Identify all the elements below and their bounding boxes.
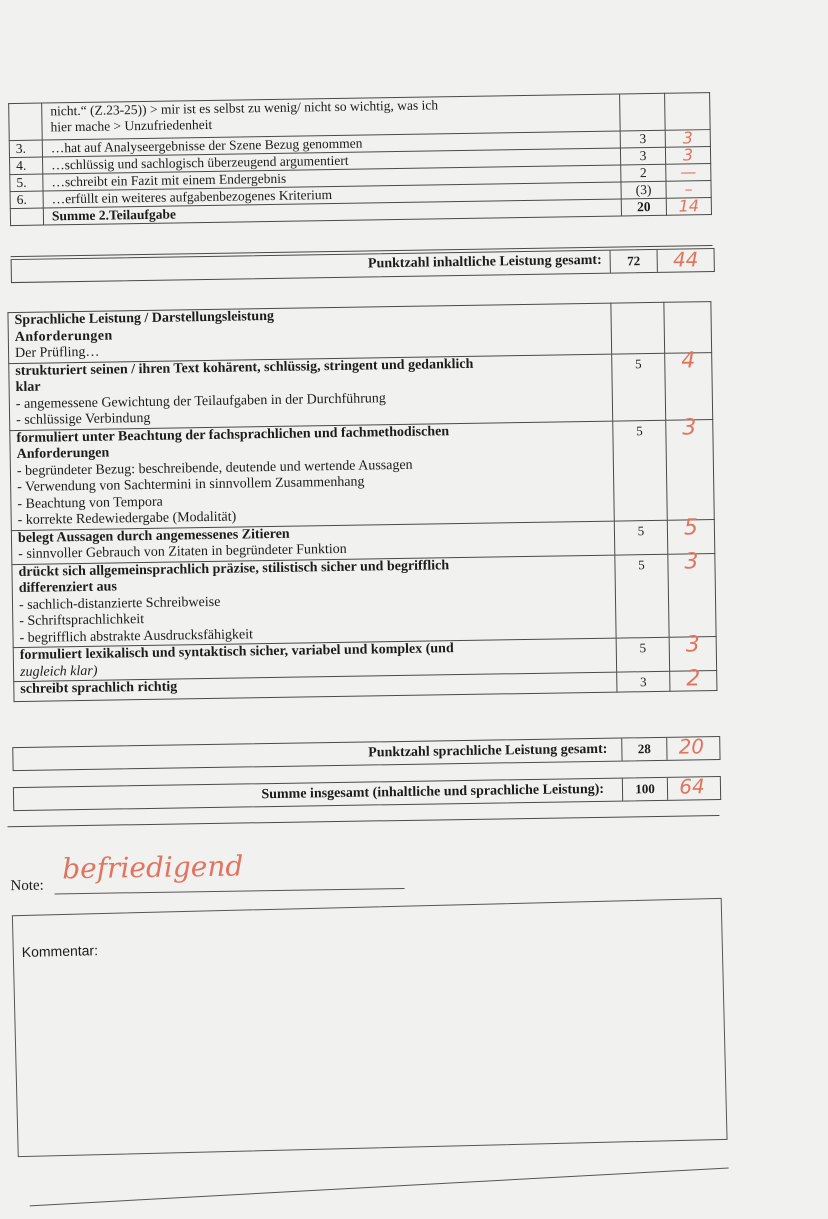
row-text: …schreibt ein Fazit mit einem Endergebnis bbox=[43, 165, 621, 191]
grand-total-row bbox=[13, 776, 721, 811]
sprach-total-row bbox=[12, 736, 720, 771]
inhalt-total-max: 72 bbox=[610, 250, 658, 273]
row-text: …schlüssig und sachlogisch überzeugend argumentiert bbox=[42, 148, 620, 174]
inhalt-total-awarded: 44 bbox=[672, 247, 699, 272]
max-points: 3 bbox=[620, 130, 665, 148]
row-number: 4. bbox=[10, 157, 43, 175]
criterion-title-cont: klar bbox=[15, 379, 41, 396]
awarded-points bbox=[664, 302, 712, 353]
note-label: Note: bbox=[10, 877, 44, 895]
criterion-sub: - schlüssige Verbindung bbox=[16, 410, 151, 429]
awarded-points: — bbox=[666, 164, 711, 182]
max-points: 5 bbox=[613, 420, 668, 521]
awarded-points: 5 bbox=[667, 519, 715, 554]
table-row bbox=[9, 352, 713, 430]
table-row bbox=[10, 419, 714, 530]
criterion-title: drückt sich allgemeinsprachlich präzise, stilistisch sicher und begrifflich bbox=[18, 557, 450, 580]
max-points: 5 bbox=[614, 520, 668, 555]
sprachliche-leistung-table bbox=[7, 301, 717, 702]
criterion-title: belegt Aussagen durch angemessenes Zitieren bbox=[17, 526, 290, 546]
criterion-title-cont: Anforderungen bbox=[16, 445, 110, 463]
awarded-points: 3 bbox=[669, 637, 717, 672]
max-points: 2 bbox=[621, 164, 666, 182]
row-number bbox=[9, 103, 43, 141]
table-row bbox=[12, 553, 716, 648]
note-value: befriedigend bbox=[61, 849, 244, 886]
max-points bbox=[611, 302, 665, 353]
awarded-points: 3 bbox=[666, 419, 715, 520]
max-points: 5 bbox=[616, 637, 670, 672]
awarded-points: 4 bbox=[665, 352, 713, 420]
sprach-total-awarded: 20 bbox=[678, 734, 705, 759]
awarded-points: 3 bbox=[665, 147, 710, 165]
row-text: …hat auf Analyseergebnisse der Szene Bezug genommen bbox=[42, 131, 620, 157]
divider bbox=[8, 815, 720, 827]
grand-total-label: Summe insgesamt (inhaltliche und sprachliche Leistung): bbox=[261, 781, 605, 803]
row-text-line1: nicht.“ (Z.23-25)) > mir ist es selbst zu wenig/ nicht so wichtig, was ich bbox=[50, 97, 439, 119]
row-number bbox=[10, 208, 43, 226]
criterion-cell bbox=[9, 354, 613, 430]
row-number: 5. bbox=[10, 174, 43, 192]
criterion-title: schreibt sprachlich richtig bbox=[20, 679, 178, 697]
criterion-sub: - sachlich-distanzierte Schreibweise bbox=[18, 594, 221, 613]
sprach-total-max: 28 bbox=[621, 738, 667, 761]
awarded-points: 2 bbox=[670, 671, 717, 691]
criterion-sub: - begründeter Bezug: beschreibende, deutende und wertende Aussagen bbox=[16, 457, 413, 479]
criterion-sub: - Verwendung von Sachtermini in sinnvollem Zusammenhang bbox=[17, 474, 365, 495]
inhalt-total-row bbox=[11, 248, 715, 283]
max-points: 20 bbox=[621, 198, 666, 216]
teilaufgabe2-table bbox=[8, 92, 712, 226]
grand-total-awarded: 64 bbox=[679, 774, 705, 799]
awarded-points: 14 bbox=[666, 198, 711, 216]
criterion-sub: - angemessene Gewichtung der Teilaufgaben in der Durchführung bbox=[15, 390, 386, 412]
criterion-sub: - sinnvoller Gebrauch von Zitaten in begründeter Funktion bbox=[18, 541, 347, 562]
divider bbox=[30, 1167, 729, 1206]
row-number: 6. bbox=[10, 191, 43, 209]
criterion-sub: - Beachtung von Tempora bbox=[17, 494, 163, 512]
awarded-points: 3 bbox=[668, 553, 716, 637]
criterion-sub: - Schriftsprachlichkeit bbox=[19, 612, 145, 629]
grand-total-max: 100 bbox=[622, 778, 668, 801]
row-text-line2: hier mache > Unzufriedenheit bbox=[50, 116, 213, 135]
awarded-points: 3 bbox=[665, 130, 710, 148]
criterion-sub: - begrifflich abstrakte Ausdrucksfähigkeit bbox=[19, 626, 254, 646]
note-line bbox=[55, 888, 405, 894]
max-points: 3 bbox=[620, 147, 665, 165]
inhalt-total-label: Punktzahl inhaltliche Leistung gesamt: bbox=[367, 252, 602, 272]
max-points: 5 bbox=[612, 353, 666, 421]
criterion-title: formuliert unter Beachtung der fachsprachlichen und fachmethodischen bbox=[16, 423, 450, 446]
criterion-sub: - korrekte Redewiedergabe (Modalität) bbox=[17, 509, 237, 528]
criterion-title-cont: differenziert aus bbox=[18, 579, 117, 596]
sprach-total-label: Punktzahl sprachliche Leistung gesamt: bbox=[368, 741, 608, 761]
max-points: 3 bbox=[617, 671, 670, 691]
max-points: (3) bbox=[621, 181, 666, 199]
anforderungen-label: Anforderungen bbox=[14, 327, 113, 345]
criterion-cell bbox=[10, 421, 614, 530]
criterion-title: formuliert lexikalisch und syntaktisch sicher, variabel und komplex (und bbox=[19, 641, 454, 663]
awarded-points bbox=[665, 93, 711, 131]
max-points: 5 bbox=[615, 554, 669, 638]
criterion-title-cont: zugleich klar) bbox=[19, 663, 98, 680]
max-points bbox=[620, 93, 666, 131]
kommentar-box bbox=[12, 898, 728, 1157]
pruefling-label: Der Prüfling… bbox=[14, 344, 100, 362]
criterion-title: strukturiert seinen / ihren Text kohärent, schlüssig, stringent und gedanklich bbox=[15, 356, 474, 379]
awarded-points: – bbox=[666, 181, 711, 199]
kommentar-label: Kommentar: bbox=[21, 942, 99, 961]
row-text: …erfüllt ein weiteres aufgabenbezogenes Kriterium bbox=[43, 182, 621, 208]
section-header: Sprachliche Leistung / Darstellungsleistung bbox=[14, 308, 275, 329]
criterion-cell bbox=[12, 555, 616, 648]
subtotal-label: Summe 2.Teilaufgabe bbox=[43, 199, 621, 225]
row-number: 3. bbox=[9, 140, 42, 158]
